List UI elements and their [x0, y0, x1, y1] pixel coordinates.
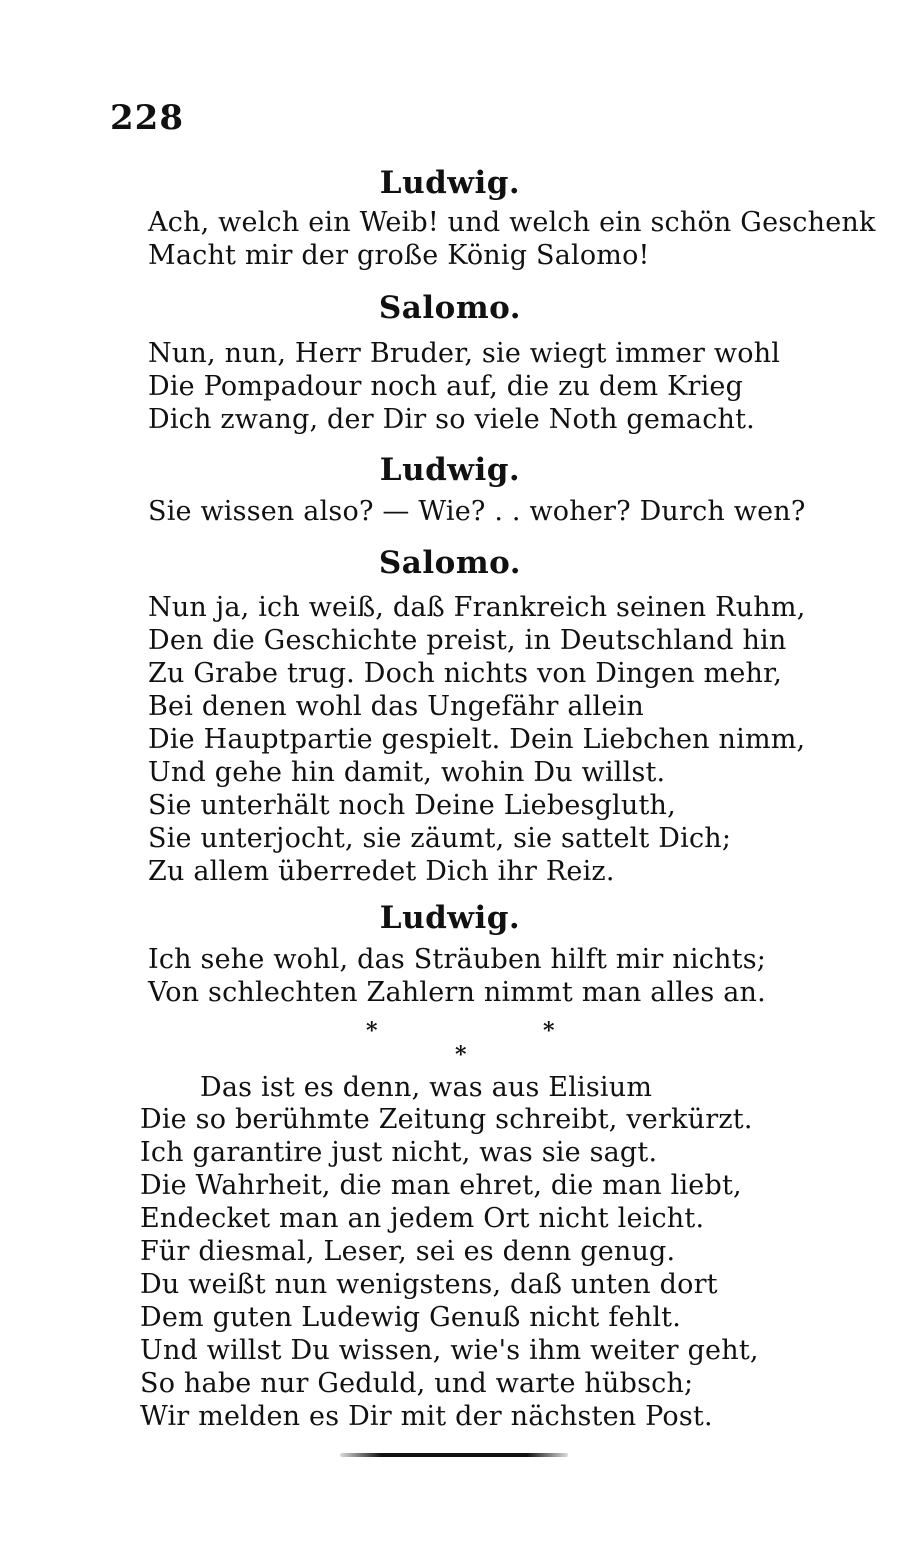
- epilogue-line: Endecket man an jedem Ort nicht leicht.: [140, 1203, 705, 1234]
- verse-line: Dich zwang, der Dir so viele Noth gemacht.: [148, 404, 755, 435]
- verse-line: Ach, welch ein Weib! und welch ein schön Geschenk: [148, 207, 876, 238]
- verse-line: Ich sehe wohl, das Sträuben hilft mir nichts;: [148, 944, 767, 975]
- asterism-star: *: [455, 1042, 467, 1068]
- verse-line: Sie wissen also? — Wie? . . woher? Durch wen?: [148, 496, 806, 527]
- epilogue-line: Die so berühmte Zeitung schreibt, verkürzt.: [140, 1104, 753, 1135]
- verse-line: Nun, nun, Herr Bruder, sie wiegt immer wohl: [148, 338, 781, 369]
- epilogue-line: Du weißt nun wenigstens, daß unten dort: [140, 1269, 718, 1300]
- epilogue-line: Und willst Du wissen, wie's ihm weiter geht,: [140, 1335, 759, 1366]
- speaker-heading: Ludwig.: [379, 165, 521, 201]
- speaker-heading: Ludwig.: [379, 452, 521, 488]
- epilogue-line: Für diesmal, Leser, sei es denn genug.: [140, 1236, 676, 1267]
- epilogue-line: So habe nur Geduld, und warte hübsch;: [140, 1368, 694, 1399]
- verse-line: Den die Geschichte preist, in Deutschland hin: [148, 625, 787, 656]
- epilogue-line: Das ist es denn, was aus Elisium: [200, 1072, 653, 1103]
- verse-line: Nun ja, ich weiß, daß Frankreich seinen Ruhm,: [148, 592, 806, 623]
- speaker-heading: Salomo.: [378, 545, 522, 581]
- verse-line: Bei denen wohl das Ungefähr allein: [148, 691, 644, 722]
- epilogue-line: Dem guten Ludewig Genuß nicht fehlt.: [140, 1302, 682, 1333]
- verse-line: Die Pompadour noch auf, die zu dem Krieg: [148, 371, 744, 402]
- verse-line: Sie unterhält noch Deine Liebesgluth,: [148, 790, 676, 821]
- verse-line: Von schlechten Zahlern nimmt man alles an.: [148, 977, 766, 1008]
- verse-line: Sie unterjocht, sie zäumt, sie sattelt Dich;: [148, 823, 732, 854]
- speaker-heading: Ludwig.: [379, 900, 521, 936]
- verse-line: Macht mir der große König Salomo!: [148, 240, 650, 271]
- asterism-star: *: [543, 1018, 555, 1044]
- verse-line: Und gehe hin damit, wohin Du willst.: [148, 757, 666, 788]
- verse-line: Zu allem überredet Dich ihr Reiz.: [148, 856, 615, 887]
- page-number: 228: [110, 98, 184, 138]
- epilogue-line: Die Wahrheit, die man ehret, die man liebt,: [140, 1170, 742, 1201]
- asterism-star: *: [366, 1018, 378, 1044]
- closing-rule: [340, 1453, 568, 1457]
- verse-line: Die Hauptpartie gespielt. Dein Liebchen nimm,: [148, 724, 806, 755]
- verse-line: Zu Grabe trug. Doch nichts von Dingen mehr,: [148, 658, 783, 689]
- speaker-heading: Salomo.: [378, 290, 522, 326]
- epilogue-line: Wir melden es Dir mit der nächsten Post.: [140, 1401, 713, 1432]
- epilogue-line: Ich garantire just nicht, was sie sagt.: [140, 1137, 658, 1168]
